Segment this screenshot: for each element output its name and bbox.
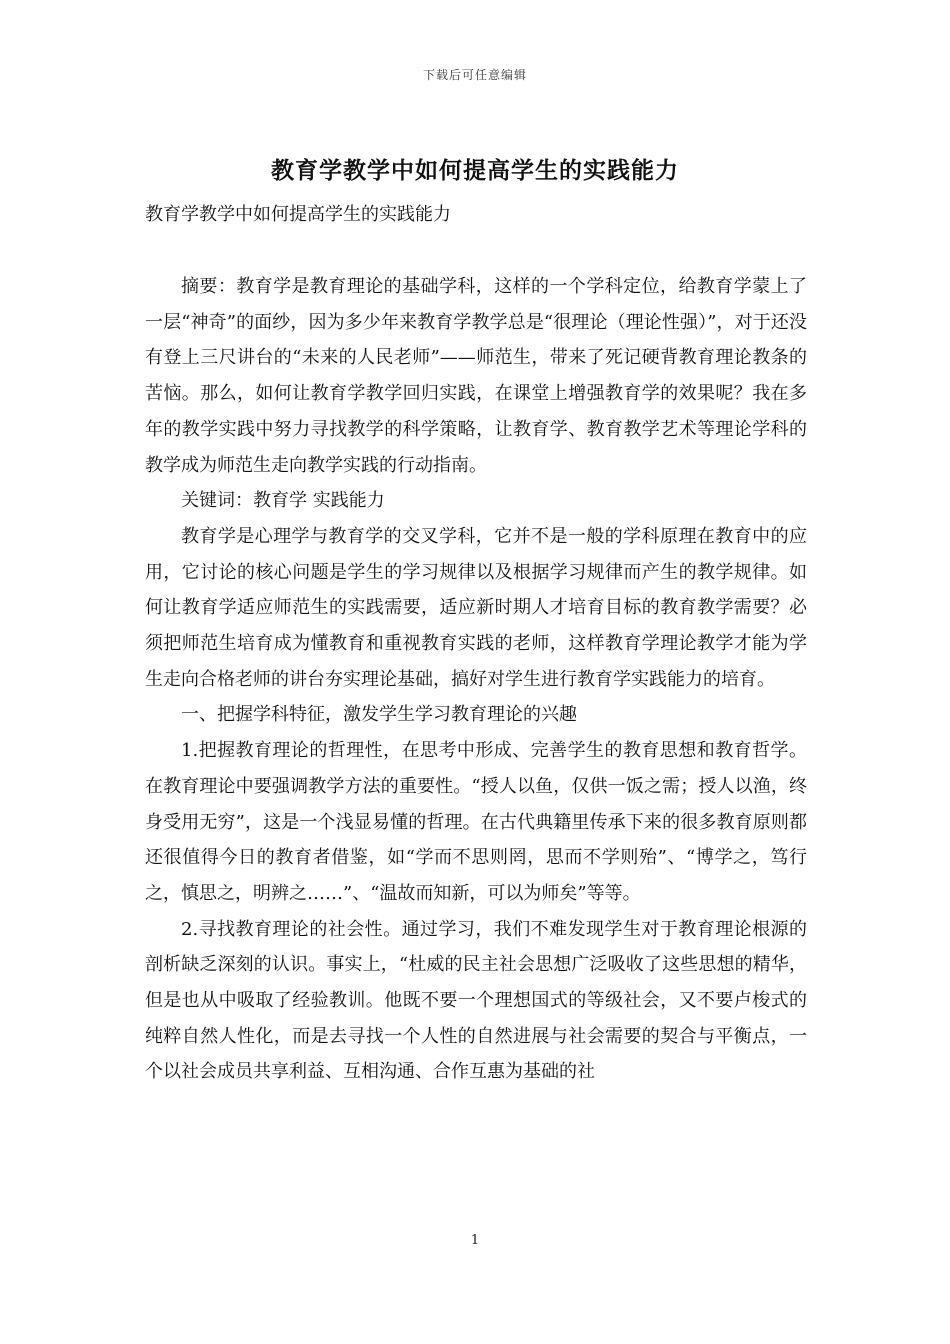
document-title: 教育学教学中如何提高学生的实践能力 (271, 157, 679, 184)
section-heading: 一、把握学科特征，激发学生学习教育理论的兴趣 (181, 704, 577, 726)
keywords-paragraph: 关键词：教育学 实践能力 (181, 490, 385, 512)
intro-paragraph: 教育学是心理学与教育学的交叉学科，它并不是一般的学科原理在教育中的应用，它讨论的核心问题是学生的学习规律以及根据学习规律而产生的教学规律。如何让教育学适应师范生的实践需要，适应新时期人才培育目标的教育教学需要？必须把师范生培育成为懂教育和重视教育实践的老师，这样教育学理论教学才能为学生走向合格老师的讲台夯实理论基础，搞好对学生进行教育学实践能力的培育。 (145, 525, 807, 690)
point-2-paragraph: 2.寻找教育理论的社会性。通过学习，我们不难发现学生对于教育理论根源的剖析缺乏深刻的认识。事实上，“杜威的民主社会思想广泛吸收了这些思想的精华，但是也从中吸取了经验教训。他既不要一个理想国式的等级社会，又不要卢梭式的纯粹自然人性化，而是去寻找一个人性的自然进展与社会需要的契合与平衡点，一个以社会成员共享利益、互相沟通、合作互惠为基础的社 (145, 918, 807, 1083)
page-number: 1 (470, 1233, 480, 1248)
page-header: 下载后可任意编辑 (422, 68, 527, 82)
point-1-paragraph: 1.把握教育理论的哲理性，在思考中形成、完善学生的教育思想和教育哲学。在教育理论中要强调教学方法的重要性。“授人以鱼，仅供一饭之需；授人以渔，终身受用无穷”，这是一个浅显易懂的哲理。在古代典籍里传承下来的很多教育原则都还很值得今日的教育者借鉴，如“学而不思则罔，思而不学则殆”、“博学之，笃行之，慎思之，明辨之……”、“温故而知新，可以为师矣”等等。 (145, 740, 807, 904)
document-subtitle: 教育学教学中如何提高学生的实践能力 (145, 204, 451, 225)
abstract-paragraph: 摘要：教育学是教育理论的基础学科，这样的一个学科定位，给教育学蒙上了一层“神奇”的面纱，因为多少年来教育学教学总是“很理论（理论性强）”，对于还没有登上三尺讲台的“未来的人民老师”——师范生，带来了死记硬背教育理论教条的苦恼。那么，如何让教育学教学回归实践，在课堂上增强教育学的效果呢？我在多年的教学实践中努力寻找教学的科学策略，让教育学、教育教学艺术等理论学科的教学成为师范生走向教学实践的行动指南。 (145, 276, 807, 476)
document-body (145, 269, 807, 1090)
